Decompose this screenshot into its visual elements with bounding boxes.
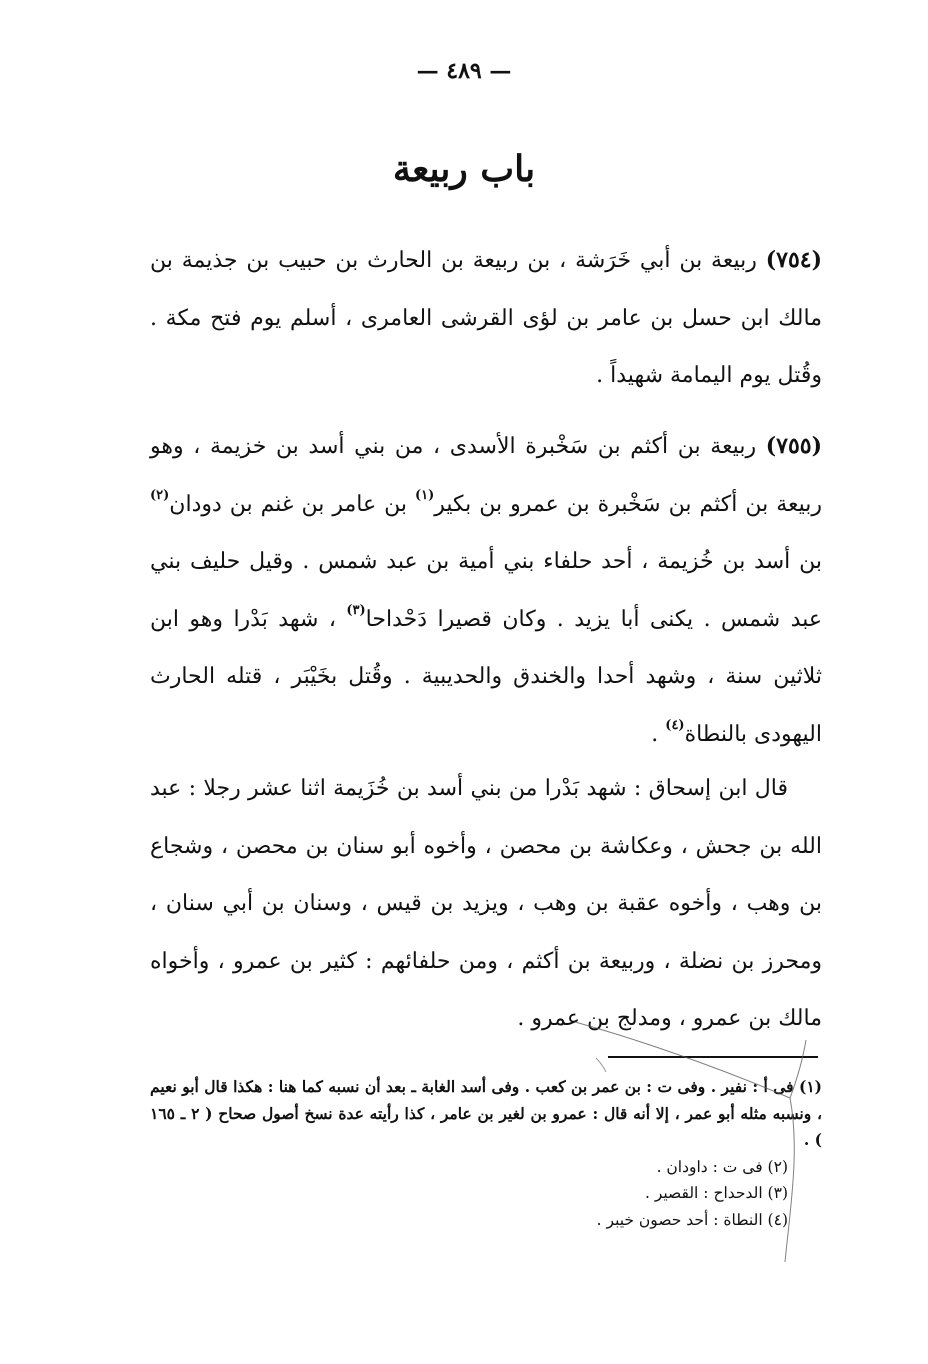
footnote-marker: (٤) [665, 717, 685, 733]
page-number: — ٤٨٩ — [416, 58, 512, 84]
footnote-3: (٣) الدحداح : القصير . [644, 1184, 788, 1202]
footnotes [150, 1074, 822, 1233]
footnote-marker: (٣) [346, 602, 366, 618]
footnote-marker: (٢) [150, 487, 170, 503]
footnote-1: (١) فى أ : نفير . وفى ت : بن عمر بن كعب . وفى أسد الغابة ـ بعد أن نسبه كما هنا : هكذا قال أبو نعيم ، ونسبه مثله أبو عمر ، إلا أنه قال : عمرو بن لغير بن عامر ، كذا رأيته عدة نسخ أصول صحاح ( ٢ ـ ١٦٥ ) . [150, 1077, 823, 1149]
entry-754 [150, 232, 822, 405]
entry-text-part: بن أسد بن خُزيمة ، أحد حلفاء بني أمية بن عبد شمس . وقيل حليف بني عبد شمس . يكنى أبا يزيد . وكان قصيرا دَحْداحا [150, 549, 822, 632]
entry-number: (٧٥٤) [765, 247, 822, 273]
entry-755 [150, 418, 822, 763]
footnote-divider [608, 1056, 818, 1058]
entry-text-part: . [651, 721, 659, 747]
entry-text-part: ربيعة بن أكثم بن سَخْبرة الأسدى ، من بني أسد بن خزيمة ، وهو ربيعة بن أكثم بن سَخْبرة بن عمرو بن بكير [150, 434, 822, 517]
footnote-2: (٢) فى ت : داودان . [656, 1157, 788, 1176]
footnote-marker: (١) [414, 487, 435, 503]
entry-text: ربيعة بن أبي خَرَشة ، بن ربيعة بن الحارث بن حبيب بن جذيمة بن مالك ابن حسل بن عامر بن لؤى القرشى العامرى ، أسلم يوم فتح مكة . وقُتل يوم اليمامة شهيداً . [150, 248, 822, 388]
entry-text-part: ، شهد بَدْرا وهو ابن ثلاثين سنة ، وشهد أحدا والخندق والحديبية . وقُتل بخَيْبَر ، قتله الحارث اليهودى بالنطاة [150, 606, 822, 747]
footnote-4: (٤) النطاة : أحد حصون خيبر . [596, 1210, 788, 1229]
chapter-title: باب ربيعة [392, 148, 536, 190]
entry-number: (٧٥٥) [765, 433, 822, 459]
ibn-ishaq-paragraph: قال ابن إسحاق : شهد بَدْرا من بني أسد بن خُزَيمة اثنا عشر رجلا : عبد الله بن جحش ، وعكاشة بن محصن ، وأخوه أبو سنان بن محصن ، وشجاع بن وهب ، وأخوه عقبة بن وهب ، ويزيد بن قيس ، وسنان بن أبي سنان ، ومحرز بن نضلة ، وربيعة بن أكثم ، ومن حلفائهم : كثير بن عمرو ، وأخواه مالك بن عمرو ، ومدلج بن عمرو . [150, 776, 822, 1031]
entry-text-part: بن عامر بن غنم بن دودان [169, 491, 407, 517]
